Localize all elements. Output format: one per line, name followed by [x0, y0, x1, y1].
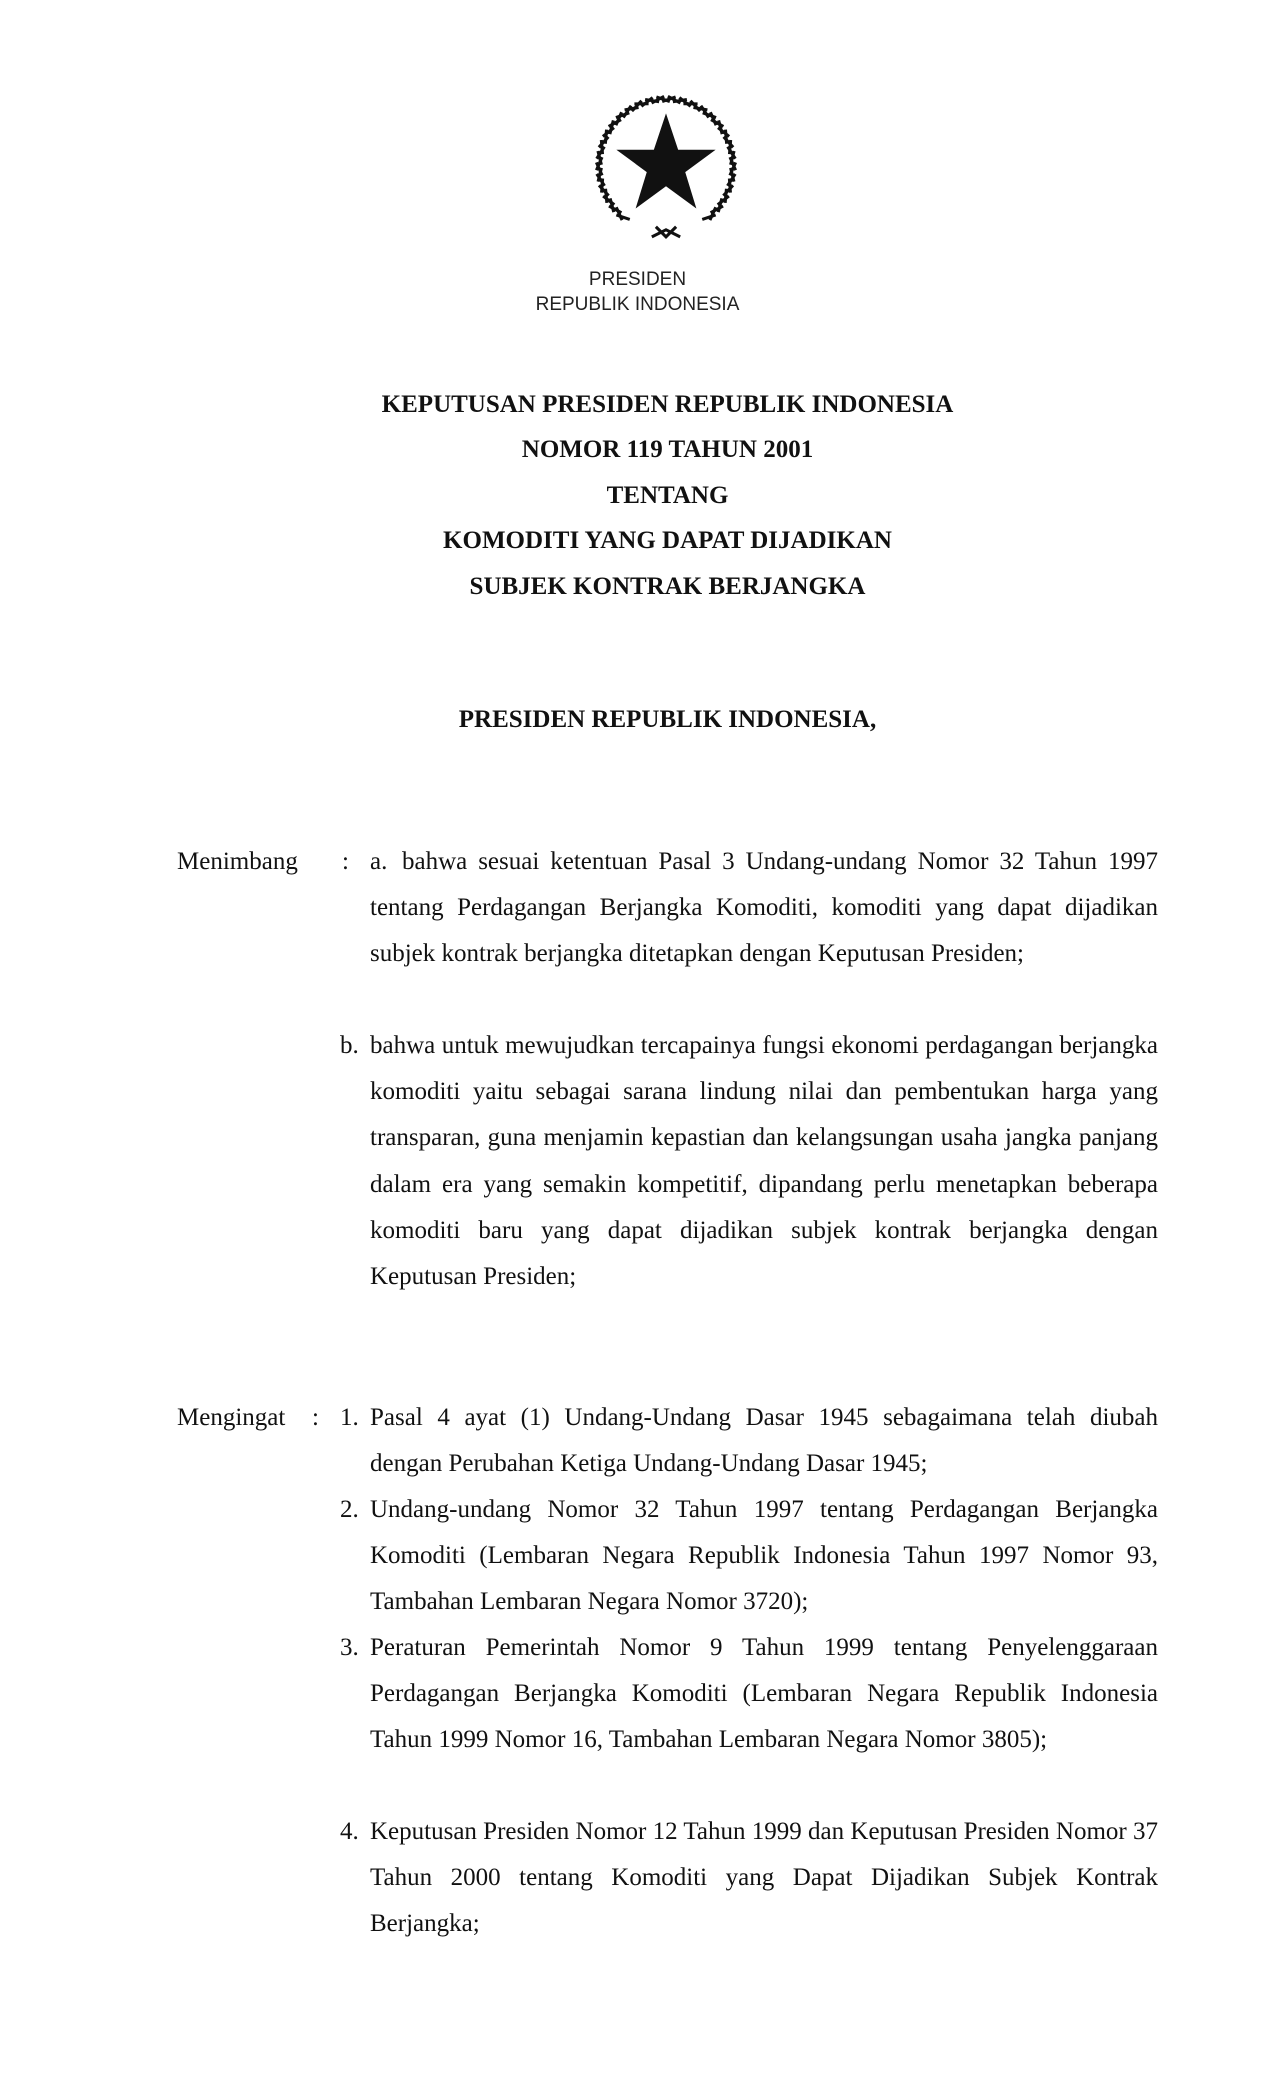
wreath-leaf	[693, 108, 707, 110]
mengingat-item-1-marker: 1.	[340, 1404, 359, 1431]
wreath-leaf	[602, 178, 603, 192]
menimbang-item-b-marker: b.	[340, 1032, 359, 1059]
menimbang-item-a: bahwa sesuai ketentuan Pasal 3 Undang-undang Nomor 32 Tahun 1997 tentang Perdagangan Berjangka Komoditi, komoditi yang dapat dijadikan subjek kontrak berjangka ditetapkan dengan Keputusan Presiden;	[370, 848, 1158, 968]
title-line-4: KOMODITI YANG DAPAT DIJADIKAN	[443, 527, 892, 554]
wreath-leaf	[610, 198, 614, 212]
wreath-leaf	[729, 178, 730, 192]
menimbang-label: Menimbang	[177, 848, 298, 875]
mengingat-item-4-marker: 4.	[340, 1818, 359, 1845]
wreath-leaf	[603, 128, 614, 137]
menimbang-item-a-marker: a.	[370, 848, 388, 875]
mengingat-item-2: Undang-undang Nomor 32 Tahun 1997 tentang Perdagangan Berjangka Komoditi (Lembaran Negara Republik Indonesia Tahun 1997 Nomor 93, Tambahan Lembaran Negara Nomor 3720);	[370, 1496, 1158, 1616]
mengingat-item-3: Peraturan Pemerintah Nomor 9 Tahun 1999 tentang Penyelenggaraan Perdagangan Berjangka Komoditi (Lembaran Negara Republik Indonesia Tahun 1999 Nomor 16, Tambahan Lembaran Negara Nomor 3805);	[370, 1634, 1158, 1754]
wreath-leaf	[711, 120, 723, 127]
mengingat-item-3-marker: 3.	[340, 1634, 359, 1661]
menimbang-item-b: bahwa untuk mewujudkan tercapainya fungsi ekonomi perdagangan berjangka komoditi yaitu sebagai sarana lindung nilai dan pembentukan harga yang transparan, guna menjamin kepastian dan kelangsungan usaha jangka panjang dalam era yang semakin kompetitif, dipandang perlu menetapkan beberapa komoditi baru yang dapat dijadikan subjek kontrak berjangka dengan Keputusan Presiden;	[370, 1032, 1158, 1291]
title-line-2: NOMOR 119 TAHUN 2001	[521, 436, 814, 463]
presidential-seal-icon	[585, 85, 747, 247]
wreath-leaf	[606, 189, 607, 203]
mengingat-item-4: Keputusan Presiden Nomor 12 Tahun 1999 dan Keputusan Presiden Nomor 37 Tahun 2000 tentang Komoditi yang Dapat Dijadikan Subjek Kontrak Berjangka;	[370, 1818, 1158, 1938]
menimbang-colon: :	[342, 848, 349, 875]
mengingat-item-1: Pasal 4 ayat (1) Undang-Undang Dasar 1945 sebagaimana telah diubah dengan Perubahan Ketiga Undang-Undang Dasar 1945;	[370, 1404, 1158, 1478]
mengingat-label: Mengingat	[177, 1404, 286, 1431]
star-icon	[616, 113, 715, 208]
title-line-1: KEPUTUSAN PRESIDEN REPUBLIK INDONESIA	[381, 391, 954, 418]
wreath-leaf	[625, 108, 639, 110]
wreath-leaf	[609, 120, 621, 127]
issuer-heading: PRESIDEN REPUBLIK INDONESIA,	[458, 706, 877, 733]
title-line-5: SUBJEK KONTRAK BERJANGKA	[469, 573, 866, 600]
wreath-leaf	[718, 198, 722, 212]
wreath-leaf	[718, 128, 729, 137]
mengingat-colon: :	[312, 1404, 319, 1431]
title-line-3: TENTANG	[606, 482, 729, 509]
letterhead-line-2: REPUBLIK INDONESIA	[535, 294, 740, 315]
letterhead-line-1: PRESIDEN	[588, 269, 687, 290]
mengingat-item-2-marker: 2.	[340, 1496, 359, 1523]
wreath-leaf	[725, 189, 726, 203]
